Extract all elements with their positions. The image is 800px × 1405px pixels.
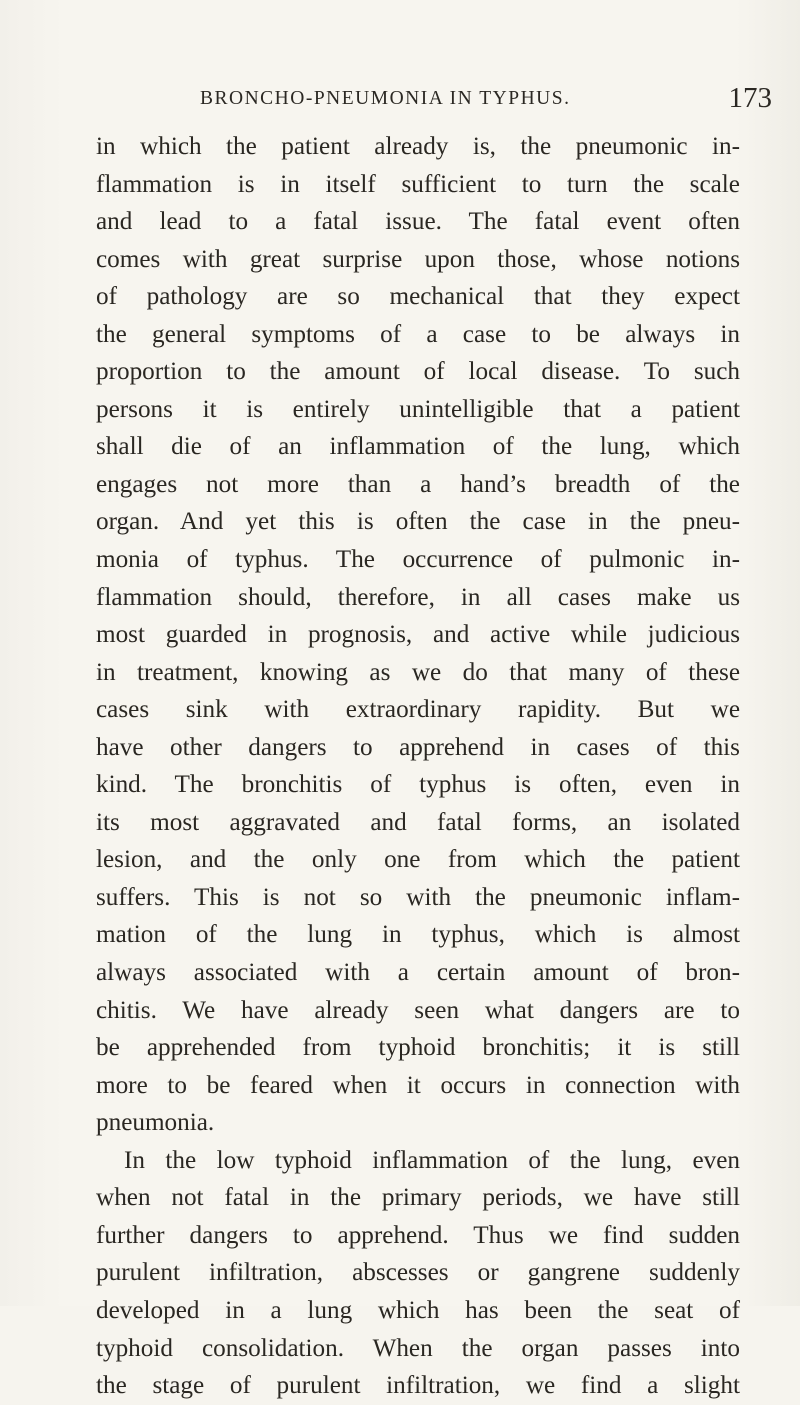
text-line: kind. The bronchitis of typhus is often, even in <box>96 771 740 799</box>
text-line: and lead to a fatal issue. The fatal event often <box>96 208 740 236</box>
text-line: typhoid consolidation. When the organ passes into <box>96 1334 740 1362</box>
text-line: lesion, and the only one from which the patient <box>96 846 740 874</box>
running-title: BRONCHO-PNEUMONIA IN TYPHUS. <box>200 88 571 109</box>
text-line: comes with great surprise upon those, whose notions <box>96 245 740 273</box>
text-line: flammation is in itself sufficient to turn the scale <box>96 170 740 198</box>
text-line: shall die of an inflammation of the lung, which <box>96 433 740 461</box>
text-line: the general symptoms of a case to be always in <box>96 320 740 348</box>
text-line: flammation should, therefore, in all cases make us <box>96 583 740 611</box>
text-line: cases sink with extraordinary rapidity. But we <box>96 696 740 724</box>
text-line: monia of typhus. The occurrence of pulmonic in- <box>96 546 740 574</box>
text-line: more to be feared when it occurs in connection with <box>96 1071 740 1099</box>
text-line: further dangers to apprehend. Thus we find sudden <box>96 1221 740 1249</box>
text-line: engages not more than a hand’s breadth of the <box>96 470 740 498</box>
text-line: of pathology are so mechanical that they expect <box>96 283 740 311</box>
text-line: chitis. We have already seen what dangers are to <box>96 996 740 1024</box>
text-line: persons it is entirely unintelligible that a patient <box>96 395 740 423</box>
text-line: developed in a lung which has been the seat of <box>96 1296 740 1324</box>
text-line: always associated with a certain amount of bron- <box>96 959 740 987</box>
text-line: In the low typhoid inflammation of the lung, even <box>124 1146 740 1174</box>
text-line: mation of the lung in typhus, which is almost <box>96 921 740 949</box>
text-line: in which the patient already is, the pneumonic in- <box>96 133 740 160</box>
text-line: in treatment, knowing as we do that many of these <box>96 658 740 686</box>
body-text <box>96 128 740 1405</box>
text-line: suffers. This is not so with the pneumonic inflam- <box>96 883 740 911</box>
paragraph-1 <box>96 128 740 1142</box>
text-line: organ. And yet this is often the case in the pneu- <box>96 508 740 536</box>
running-header <box>96 82 772 122</box>
text-line: when not fatal in the primary periods, we have still <box>96 1184 740 1212</box>
text-line: pneumonia. <box>96 1109 215 1137</box>
page-number: 173 <box>728 82 772 114</box>
text-line: its most aggravated and fatal forms, an isolated <box>96 808 740 836</box>
text-line: proportion to the amount of local disease. To such <box>96 358 740 386</box>
text-line: most guarded in prognosis, and active while judicious <box>96 621 740 649</box>
text-line: be apprehended from typhoid bronchitis; it is still <box>96 1034 740 1062</box>
text-line: purulent infiltration, abscesses or gangrene suddenly <box>96 1259 740 1287</box>
paragraph-2 <box>96 1142 740 1405</box>
text-line: have other dangers to apprehend in cases of this <box>96 733 740 761</box>
text-line: the stage of purulent infiltration, we find a slight <box>96 1372 740 1400</box>
